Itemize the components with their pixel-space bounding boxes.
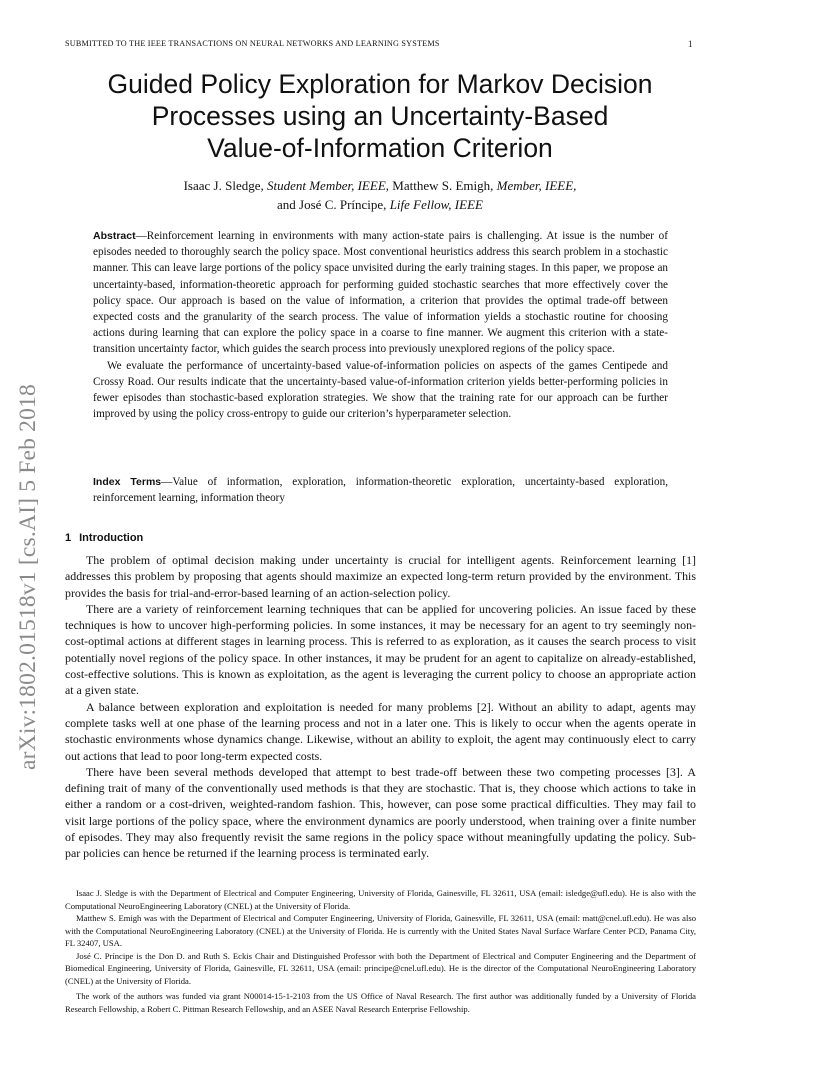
author-name: Isaac J. Sledge, (183, 178, 267, 193)
abstract (93, 228, 668, 422)
author-membership: Member, IEEE, (496, 178, 577, 193)
footnote: Matthew S. Emigh was with the Department of Electrical and Computer Engineering, University of Florida, Gainesville, FL 32611, USA (email: matt@cnel.ufl.edu). He was also with the Computational NeuroEngineering Laboratory (CNEL) at the University of Florida. He is currently with the United States Naval Surface Warfare Center PCD, Panama City, FL 32407, USA. (65, 913, 696, 948)
footnote: The work of the authors was funded via grant N00014-15-1-2103 from the US Office of Naval Research. The first author was additionally funded by a University of Florida Research Fellowship, a Robert C. Pittman Research Fellowship, and an ASEE Naval Research Enterprise Fellowship. (65, 991, 696, 1014)
author-name: and José C. Príncipe, (277, 197, 390, 212)
title-line: Value-of-Information Criterion (207, 133, 553, 163)
abstract-label: Abstract (93, 230, 136, 242)
section-heading (65, 532, 143, 544)
section-title: Introduction (79, 532, 144, 544)
abstract-paragraph (93, 228, 668, 358)
author-line (100, 195, 660, 214)
body-paragraph: There have been several methods developed that attempt to best trade-off between these two competing processes [3]. A defining trait of many of the conventionally used methods is that they are stochastic. That is, they choose which actions to take in either a random or a cost-driven, weighted-random fashion. This, however, can pose some practical difficulties. They may fail to visit large portions of the policy space, where the environment dynamics are poorly understood, when training over a finite number of episodes. They may also frequently revisit the same regions in the policy space without meaningfully updating the policy. Sub-par policies can hence be returned if the learning process is terminated early. (65, 764, 696, 861)
body-paragraph: There are a variety of reinforcement learning techniques that can be applied for uncovering policies. An issue faced by these techniques is how to uncover high-performing policies. In some instances, it may be necessary for an agent to try seemingly non-cost-optimal actions at different stages in learning process. This is referred to as exploration, as it causes the search process to visit potentially novel regions of the policy space. In other instances, it may be prudent for an agent to capitalize on already-established, cost-effective solutions. This is known as exploitation, as the agent is leveraging the current policy to choose an appropriate action at a given state. (65, 601, 696, 698)
arxiv-identifier-stamp: arXiv:1802.01518v1 [cs.AI] 5 Feb 2018 (15, 384, 41, 770)
author-name: Matthew S. Emigh, (389, 178, 497, 193)
author-membership: Student Member, IEEE, (266, 178, 390, 193)
footnote: Isaac J. Sledge is with the Department of Electrical and Computer Engineering, University of Florida, Gainesville, FL 32611, USA (email: isledge@ufl.edu). He is also with the Computational NeuroEngineering Laboratory (CNEL) at the University of Florida. (65, 888, 696, 911)
author-list (100, 176, 660, 214)
section-number: 1 (65, 532, 72, 544)
title-line: Guided Policy Exploration for Markov Decision (107, 69, 653, 99)
body-paragraph: The problem of optimal decision making under uncertainty is crucial for intelligent agents. Reinforcement learning [1] addresses this problem by proposing that agents should maximize an expected long-term return provided by the environment. This provides the basis for trial-and-error-based learning of an action-selection policy. (65, 553, 696, 600)
author-line (100, 176, 660, 195)
introduction-body (65, 552, 696, 862)
running-head: SUBMITTED TO THE IEEE TRANSACTIONS ON NEURAL NETWORKS AND LEARNING SYSTEMS (65, 39, 440, 48)
author-membership: Life Fellow, IEEE (389, 197, 483, 212)
title-line: Processes using an Uncertainty-Based (151, 101, 609, 131)
body-paragraph: A balance between exploration and exploitation is needed for many problems [2]. Without an ability to adapt, agents may complete tasks well at one phase of the learning process and not in a later one. This is likely to occur when the agents operate in stochastic environments whose dynamics change. Likewise, without an ability to exploit, the agent may continuously elect to carry out actions that lead to poor long-term expected costs. (65, 699, 696, 763)
footnote: José C. Príncipe is the Don D. and Ruth S. Eckis Chair and Distinguished Professor with both the Department of Electrical and Computer Engineering and the Department of Biomedical Engineering, University of Florida, Gainesville, FL 32611, USA (email: principe@cnel.ufl.edu). He is the director of the Computational NeuroEngineering Laboratory (CNEL) at the University of Florida. (65, 950, 696, 986)
index-terms (93, 474, 668, 506)
index-terms-label: Index Terms (93, 476, 162, 488)
paper-title (80, 68, 680, 164)
abstract-text: —Reinforcement learning in environments with many action-state pairs is challenging. At issue is the number of episodes needed to thoroughly search the policy space. Most conventional heuristics address this search problem in a stochastic manner. This can leave large portions of the policy space unvisited during the early training stages. In this paper, we propose an uncertainty-based, information-theoretic approach for performing guided stochastic searches that more effectively cover the policy space. Our approach is based on the value of information, a criterion that provides the optimal trade-off between expected costs and the granularity of the search process. The value of information yields a stochastic routine for choosing actions during learning that can explore the policy space in a coarse to fine manner. We augment this criterion with a state-transition uncertainty factor, which guides the search process into previously unexplored regions of the policy space. (93, 230, 668, 356)
index-terms-text: —Value of information, exploration, information-theoretic exploration, uncertainty-based exploration, reinforcement learning, information theory (93, 476, 668, 505)
author-footnotes (65, 887, 696, 1015)
page-number: 1 (688, 39, 693, 49)
abstract-paragraph: We evaluate the performance of uncertainty-based value-of-information policies on aspects of the games Centipede and Crossy Road. Our results indicate that the uncertainty-based value-of-information criterion yields better-performing policies in fewer episodes than stochastic-based exploration strategies. We show that the training rate for our approach can be further improved by using the policy cross-entropy to guide our criterion’s hyperparameter selection. (93, 359, 668, 421)
